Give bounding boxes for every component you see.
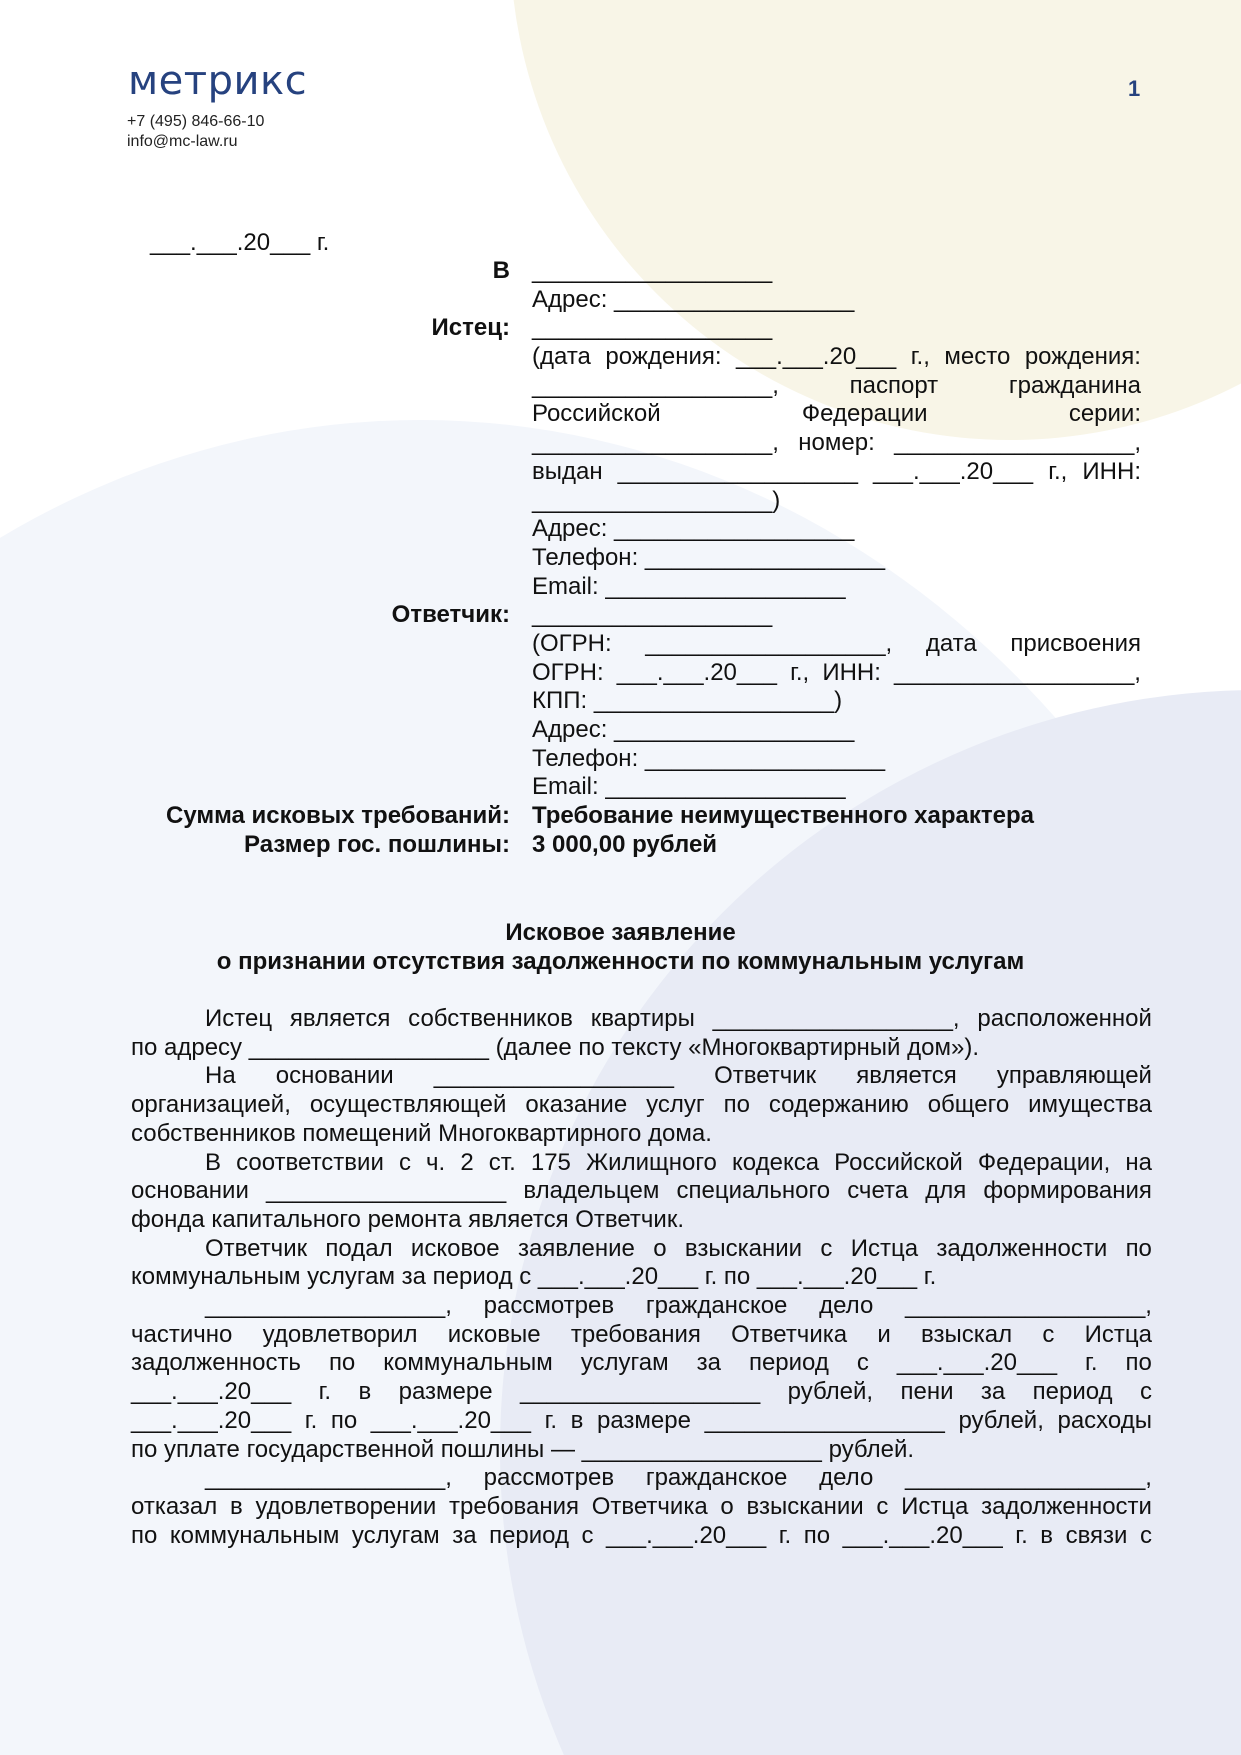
plaintiff-line [532,372,1141,401]
body-word: 175 [530,1148,571,1176]
body-word: ___.___.20___ [842,1521,1003,1549]
document-title [0,918,1241,976]
claim-sum-value: Требование неимущественного характера [532,802,1035,830]
court-address: Адрес: __________________ [532,285,855,313]
body-word: коммунальным [383,1349,553,1377]
word: __________________, [645,629,893,657]
body-word: __________________, [205,1292,452,1320]
body-word: Ответчик [205,1234,308,1262]
word: (дата [532,343,591,371]
defendant-phone-row [0,745,1241,774]
body-word: по [328,1349,356,1377]
body-word: исковое [410,1234,500,1262]
body-word: гражданское [645,1464,788,1492]
word: __________________, [894,429,1141,457]
body-line [131,1407,1152,1436]
page-number: 1 [1128,76,1141,101]
body-word: по адресу __________________ (далее по тексту «Многоквартирный дом»). [131,1033,979,1061]
body-word: ___.___.20___ [131,1406,292,1434]
word: номер: [798,429,875,457]
body-word: основании [131,1177,249,1205]
body-word: ст. [488,1148,516,1176]
body-word: ___.___.20___ [370,1406,531,1434]
body-word: оказание [525,1091,628,1119]
body-line [131,1177,1152,1206]
body-word: формирования [983,1177,1152,1205]
body-word: Ответчика [591,1492,708,1520]
body-word: фонда капитального ремонта является Ответчик. [131,1205,684,1233]
word: __________________, [532,371,779,399]
body-word: собственников [408,1005,573,1032]
body-word: Истца [850,1234,919,1262]
body-word: за [696,1349,721,1377]
plaintiff-line [532,400,1141,429]
body-word: г. [778,1521,792,1549]
body-line [131,1034,1152,1063]
body-word: задолженности [936,1234,1108,1262]
body-word: Истец [205,1005,273,1032]
body-word: рублей, [958,1406,1044,1434]
body-word: требования [449,1492,580,1520]
body-word: Ответчика [731,1320,848,1348]
body-word: в [358,1378,372,1406]
defendant-line-row [0,630,1241,659]
body-word: для [925,1177,967,1205]
plaintiff-address-row [0,515,1241,544]
body-word: квартиры [590,1005,695,1032]
body-word: о [720,1492,734,1520]
word: Федерации [801,400,928,428]
body-word: является [856,1062,957,1090]
court-name: __________________ [532,257,773,284]
body-word: В [205,1148,222,1176]
body-line [131,1378,1152,1407]
body-word: с [398,1148,411,1176]
defendant-row [0,601,1241,630]
word: ___.___.20___ [736,343,897,371]
body-word: __________________ [433,1062,674,1090]
body-word: задолженности [981,1492,1152,1520]
body-word: г. [1085,1349,1098,1377]
body-line [131,1149,1152,1178]
body-word: соответствии [236,1148,384,1176]
contact-email: info@mc-law.ru [127,133,238,150]
plaintiff-label: Истец: [431,314,510,342]
body-word: является [289,1005,391,1032]
word: __________________, [894,658,1141,686]
body-word: рассмотрев [483,1464,615,1492]
word: гражданина [1008,371,1141,399]
body-word: собственников помещений Многоквартирного дома. [131,1119,712,1147]
body-line [131,1436,1152,1465]
plaintiff-line [532,458,1141,487]
plaintiff-line-row [0,429,1241,458]
fee-row [0,831,1241,860]
body-word: г. [318,1378,332,1406]
body-word: размере [597,1406,691,1434]
body-word: ___.___.20___ [896,1349,1058,1377]
body-word: по [1125,1349,1152,1377]
body-word: специального [676,1177,831,1205]
body-line [131,1321,1152,1350]
company-logo: метрикс [128,58,308,104]
word: серии: [1068,400,1141,428]
body-word: по [1125,1234,1152,1262]
word: ИНН: [822,658,881,686]
word: Российской [532,400,661,428]
body-word: с [820,1234,833,1262]
body-word: о [653,1234,667,1262]
fee-label: Размер гос. пошлины: [244,830,510,858]
word: ___.___.20___ [616,658,777,686]
body-word: услугам [351,1521,440,1549]
body-word: Ответчик [714,1062,817,1090]
plaintiff-line-row [0,400,1241,429]
claim-sum-label: Сумма исковых требований: [165,802,510,830]
parties-block [0,257,1241,859]
defendant-name: __________________ [532,601,773,629]
body-word: Российской [834,1148,963,1176]
document-date: ___.___.20___ г. [150,229,330,256]
body-word: владельцем [523,1177,660,1205]
body-word: по [131,1521,158,1549]
body-word: взыскал [921,1320,1013,1348]
body-line [131,1522,1152,1551]
defendant-details-end: КПП: __________________) [532,687,843,715]
word: ___.___.20___ [872,457,1034,485]
body-word: по [723,1091,750,1119]
body-word: г. [1015,1521,1028,1549]
body-word: размере [398,1378,493,1406]
body-word: имущества [1028,1091,1152,1119]
body-line [131,1005,1152,1034]
body-word: __________________ [266,1177,507,1205]
plaintiff-line-row [0,343,1241,372]
plaintiff-details-end: __________________) [532,486,781,514]
title-line-1: Исковое заявление [505,919,736,946]
body-word: __________________, [712,1005,960,1032]
body-word: в [1040,1521,1054,1549]
plaintiff-line [532,343,1141,372]
body-word: на [1125,1148,1152,1176]
body-line [131,1493,1152,1522]
body-line [131,1349,1152,1378]
body-word: рассмотрев [483,1292,615,1320]
defendant-details [0,630,1241,687]
body-word: коммунальным [169,1521,340,1549]
body-word: с [581,1521,594,1549]
body-word: с [1042,1320,1055,1348]
contact-phone: +7 (495) 846-66-10 [127,113,265,130]
body-word: г. [304,1406,318,1434]
body-word: заявление [517,1234,635,1262]
body-line [131,1263,1152,1292]
body-line [131,1235,1152,1264]
body-word: общего [927,1091,1010,1119]
body-line [131,1062,1152,1091]
defendant-line [532,630,1141,659]
defendant-phone: Телефон: __________________ [532,744,886,772]
body-word: организацией, [131,1091,291,1119]
body-word: подал [325,1234,393,1262]
body-word: в [570,1406,584,1434]
body-line [131,1120,1152,1149]
body-line [131,1292,1152,1321]
body-line [131,1206,1152,1235]
plaintiff-details [0,343,1241,486]
body-word: по уплате государственной пошлины — __________________ рублей. [131,1435,915,1463]
body-word: Жилищного [586,1148,717,1176]
body-word: услуг [646,1091,705,1119]
body-word: за [452,1521,477,1549]
word: (ОГРН: [532,629,612,657]
word: рождения: [605,343,722,371]
body-line [131,1091,1152,1120]
body-line [131,1464,1152,1493]
body-word: с [1139,1378,1152,1406]
body-word: __________________, [205,1464,452,1492]
word: рождения: [1024,343,1141,371]
body-word: задолженность [131,1349,301,1377]
body-word: исковые [447,1320,541,1348]
body-word: в [229,1492,243,1520]
body-word: ___.___.20___ [606,1521,767,1549]
body-word: удовлетворении [255,1492,437,1520]
body-word: Истца [901,1492,969,1520]
body-word: ___.___.20___ [131,1378,292,1406]
body-word: ч. [426,1148,446,1176]
body-word: гражданское [645,1292,788,1320]
defendant-address-row [0,716,1241,745]
body-word: расположенной [977,1005,1152,1032]
plaintiff-name: __________________ [532,314,773,342]
contact-block [127,112,264,152]
word: __________________, [532,429,779,457]
court-row [0,257,1241,286]
body-word: удовлетворил [262,1320,418,1348]
body-word: __________________ [704,1406,945,1434]
word: присвоения [1010,629,1141,657]
body-word: Федерации, [977,1148,1111,1176]
body-word: частично [131,1320,233,1348]
body-word: На [205,1062,236,1090]
body-word: услугам [580,1349,669,1377]
plaintiff-phone-row [0,544,1241,573]
document-body [131,1005,1152,1550]
word: __________________ [617,457,858,485]
body-word: с [876,1492,889,1520]
body-word: кодекса [732,1148,820,1176]
plaintiff-email-row [0,573,1241,602]
body-word: по [803,1521,831,1549]
plaintiff-details-end-row [0,487,1241,516]
word: ИНН: [1082,457,1141,485]
body-word: отказал [131,1492,218,1520]
plaintiff-line [532,429,1141,458]
body-word: пени [900,1378,954,1406]
body-word: дело [819,1464,874,1492]
body-word: связи [1065,1521,1128,1549]
plaintiff-line-row [0,458,1241,487]
word: ОГРН: [532,658,604,686]
defendant-email: Email: __________________ [532,773,846,801]
plaintiff-row [0,314,1241,343]
defendant-details-end-row [0,687,1241,716]
body-word: рублей, [787,1378,874,1406]
body-word: за [980,1378,1006,1406]
plaintiff-line-row [0,372,1241,401]
body-word: по [330,1406,358,1434]
body-word: с [856,1349,869,1377]
body-word: требования [570,1320,701,1348]
body-word: расходы [1057,1406,1152,1434]
plaintiff-email: Email: __________________ [532,572,846,600]
body-word: Истца [1084,1320,1152,1348]
defendant-label: Ответчик: [391,601,510,629]
word: г., [790,658,810,686]
body-word: осуществляющей [309,1091,507,1119]
word: дата [925,629,977,657]
title-line-2: о признании отсутствия задолженности по коммунальным услугам [216,948,1025,975]
body-word: __________________, [905,1292,1152,1320]
word: г., [1048,457,1068,485]
claim-sum-row [0,802,1241,831]
body-word: взыскании [746,1492,864,1520]
word: место [944,343,1011,371]
defendant-line-row [0,659,1241,688]
word: г., [910,343,930,371]
plaintiff-address: Адрес: __________________ [532,515,855,543]
word: паспорт [849,371,939,399]
body-word: коммунальным услугам за период с ___.___.20___ г. по ___.___.20___ г. [131,1263,937,1291]
body-word: взыскании [684,1234,803,1262]
court-label: В [492,257,510,284]
court-address-row [0,286,1241,315]
defendant-email-row [0,773,1241,802]
body-word: управляющей [996,1062,1152,1090]
body-word: период [748,1349,829,1377]
fee-value: 3 000,00 рублей [532,830,718,858]
body-word: основании [275,1062,394,1090]
body-word: __________________, [905,1464,1152,1492]
body-word: дело [819,1292,874,1320]
body-word: и [877,1320,891,1348]
body-word: г. [544,1406,558,1434]
defendant-address: Адрес: __________________ [532,716,855,743]
body-word: __________________ [519,1378,761,1406]
body-word: счета [847,1177,909,1205]
body-word: с [1139,1521,1152,1549]
body-word: 2 [460,1148,474,1176]
body-word: содержанию [768,1091,909,1119]
plaintiff-phone: Телефон: __________________ [532,543,886,571]
defendant-line [532,659,1141,688]
body-word: период [489,1521,569,1549]
word: выдан [532,457,603,485]
body-word: период [1032,1378,1113,1406]
